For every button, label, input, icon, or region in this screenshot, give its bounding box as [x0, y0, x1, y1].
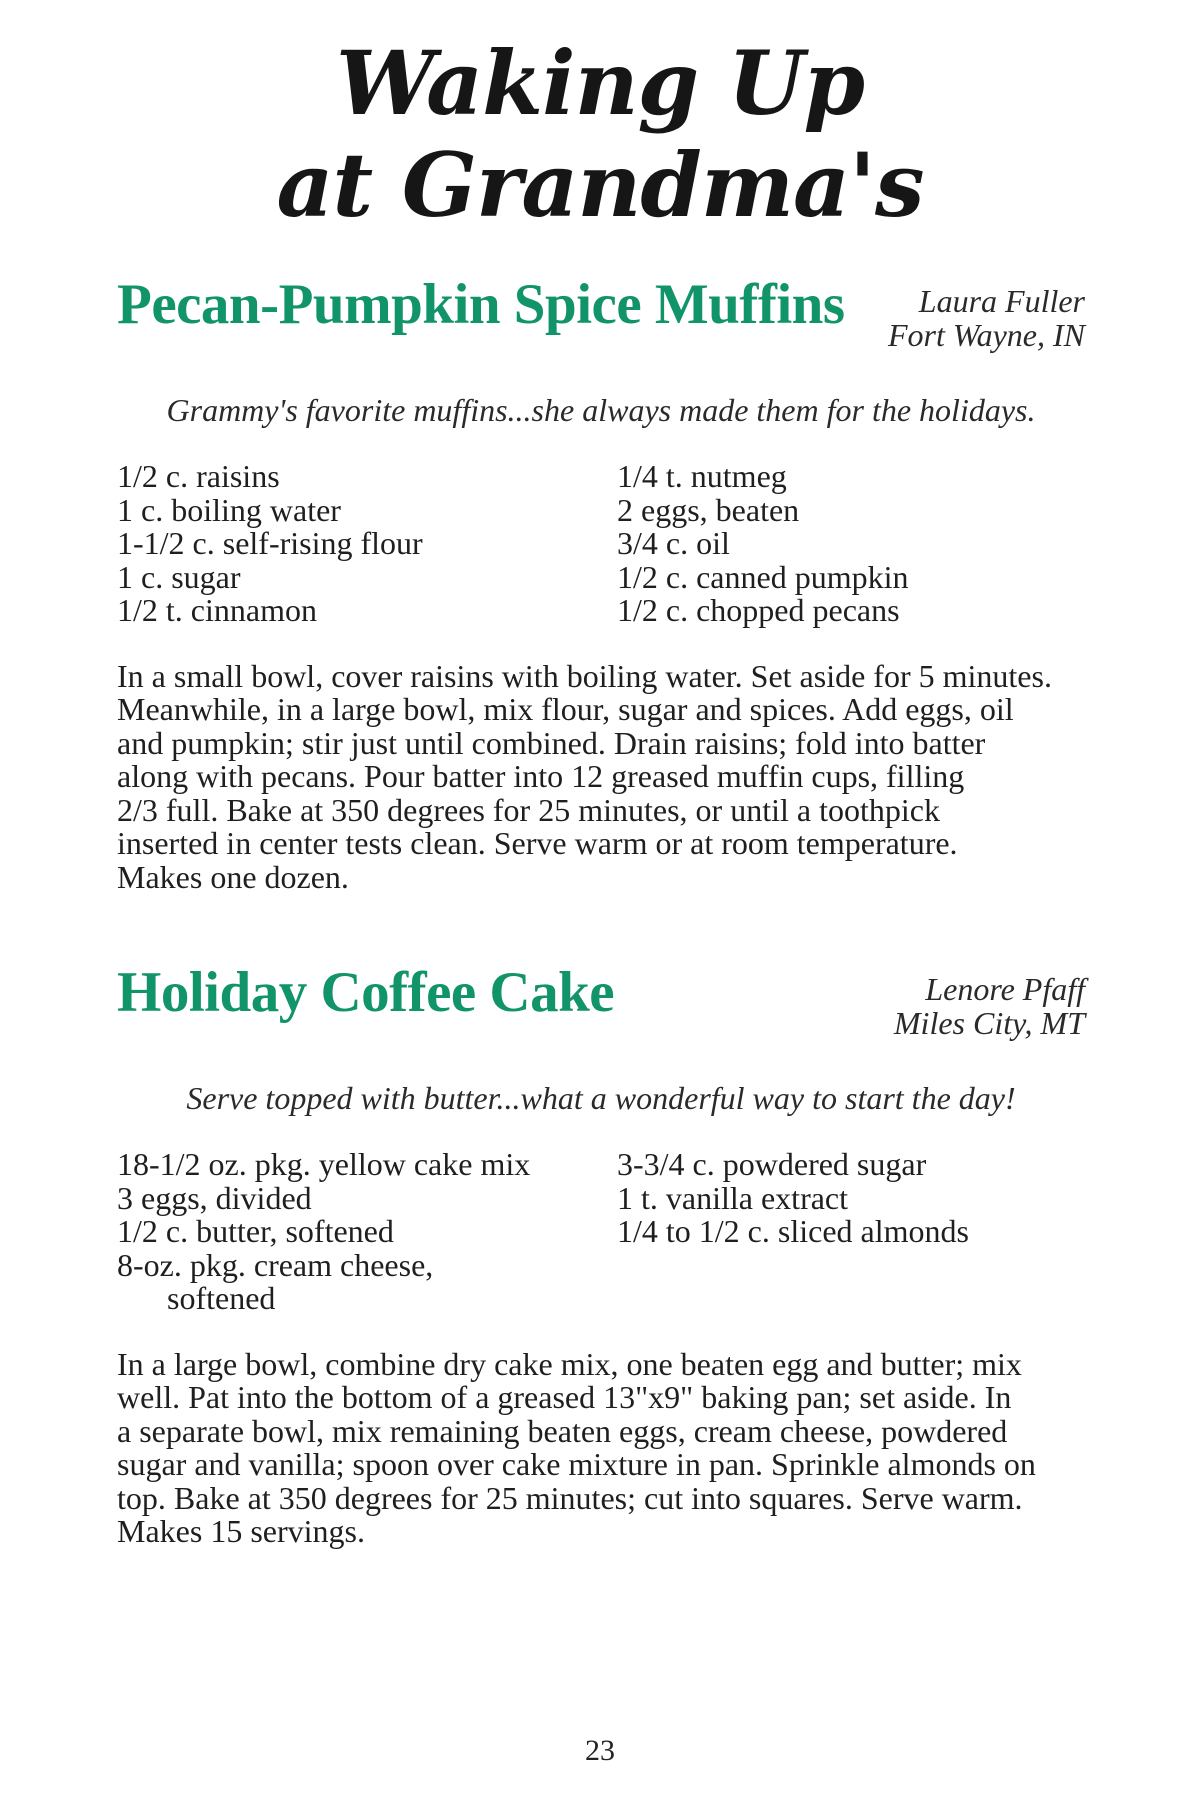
ingredient: 1 t. vanilla extract [617, 1179, 849, 1216]
recipe-author: Laura Fuller [918, 283, 1085, 319]
recipe-intro: Grammy's favorite muffins...she always made them for the holidays. [166, 392, 1036, 428]
ingredient: 1 c. boiling water [117, 491, 341, 528]
ingredient: 3/4 c. oil [617, 525, 730, 561]
ingredient: 1/2 t. cinnamon [117, 592, 317, 628]
ingredient: 18-1/2 oz. pkg. yellow cake mix [117, 1146, 531, 1182]
recipe-directions: In a small bowl, cover raisins with boiling water. Set aside for 5 minutes. Meanwhile, in a large bowl, mix flour, sugar and spices. Add eggs, oil and pumpkin; stir just until combined. Drain raisins; fold into batter along with pecans. Pour batter into 12 greased muffin cups, filling 2/3 full. Bake at 350 degrees for 25 minutes, or until a toothpick inserted in center tests clean. Serve warm or at room temperature. Makes one dozen. [117, 657, 1052, 895]
recipe-author: Lenore Pfaff [925, 971, 1085, 1007]
ingredient: 1/2 c. canned pumpkin [617, 558, 909, 595]
ingredient: 1/2 c. raisins [117, 458, 280, 494]
ingredient: 3-3/4 c. powdered sugar [617, 1146, 927, 1182]
page-number: 23 [585, 1734, 615, 1767]
ingredients-left-column [117, 1148, 617, 1316]
ingredients [117, 1148, 1085, 1316]
chapter-title-line-1: Waking Up [335, 31, 865, 135]
ingredient-text: 8-oz. pkg. cream cheese, [117, 1246, 434, 1283]
recipe-location: Fort Wayne, IN [887, 317, 1085, 353]
recipe-directions: In a large bowl, combine dry cake mix, one beaten egg and butter; mix well. Pat into the bottom of a greased 13"x9" baking pan; set aside. In a separate bowl, mix remaining beaten eggs, cream cheese, powdered sugar and vanilla; spoon over cake mixture in pan. Sprinkle almonds on top. Bake at 350 degrees for 25 minutes; cut into squares. Serve warm. Makes 15 servings. [117, 1345, 1036, 1549]
recipe-title: Pecan-Pumpkin Spice Muffins [117, 273, 845, 336]
ingredients-right-column [617, 460, 1085, 628]
recipe-title: Holiday Coffee Cake [117, 961, 615, 1024]
chapter-title-line-2: at Grandma's [276, 133, 924, 237]
ingredient: 1-1/2 c. self-rising flour [117, 525, 423, 561]
recipe-header [117, 270, 1085, 390]
recipe-location: Miles City, MT [893, 1005, 1085, 1041]
ingredient: 1 c. sugar [117, 558, 241, 595]
recipe-intro: Serve topped with butter...what a wonderful way to start the day! [186, 1080, 1016, 1116]
recipe-holiday-coffee-cake [117, 958, 1085, 1549]
ingredient: 1/4 to 1/2 c. sliced almonds [617, 1213, 969, 1249]
ingredient: 1/2 c. chopped pecans [617, 592, 900, 628]
chapter-title [0, 32, 1200, 236]
ingredient: 1/4 t. nutmeg [617, 458, 787, 494]
ingredients [117, 460, 1085, 628]
recipe-byline [894, 972, 1085, 1040]
ingredient [117, 1246, 617, 1316]
ingredients-right-column [617, 1148, 1085, 1316]
recipe-byline [888, 284, 1085, 352]
ingredient: 3 eggs, divided [117, 1179, 312, 1216]
recipe-header [117, 958, 1085, 1078]
ingredient: 1/2 c. butter, softened [117, 1213, 394, 1249]
ingredient-continuation: softened [167, 1280, 276, 1316]
recipe-pecan-pumpkin-muffins [117, 270, 1085, 894]
ingredients-left-column [117, 460, 617, 628]
ingredient: 2 eggs, beaten [617, 491, 800, 528]
